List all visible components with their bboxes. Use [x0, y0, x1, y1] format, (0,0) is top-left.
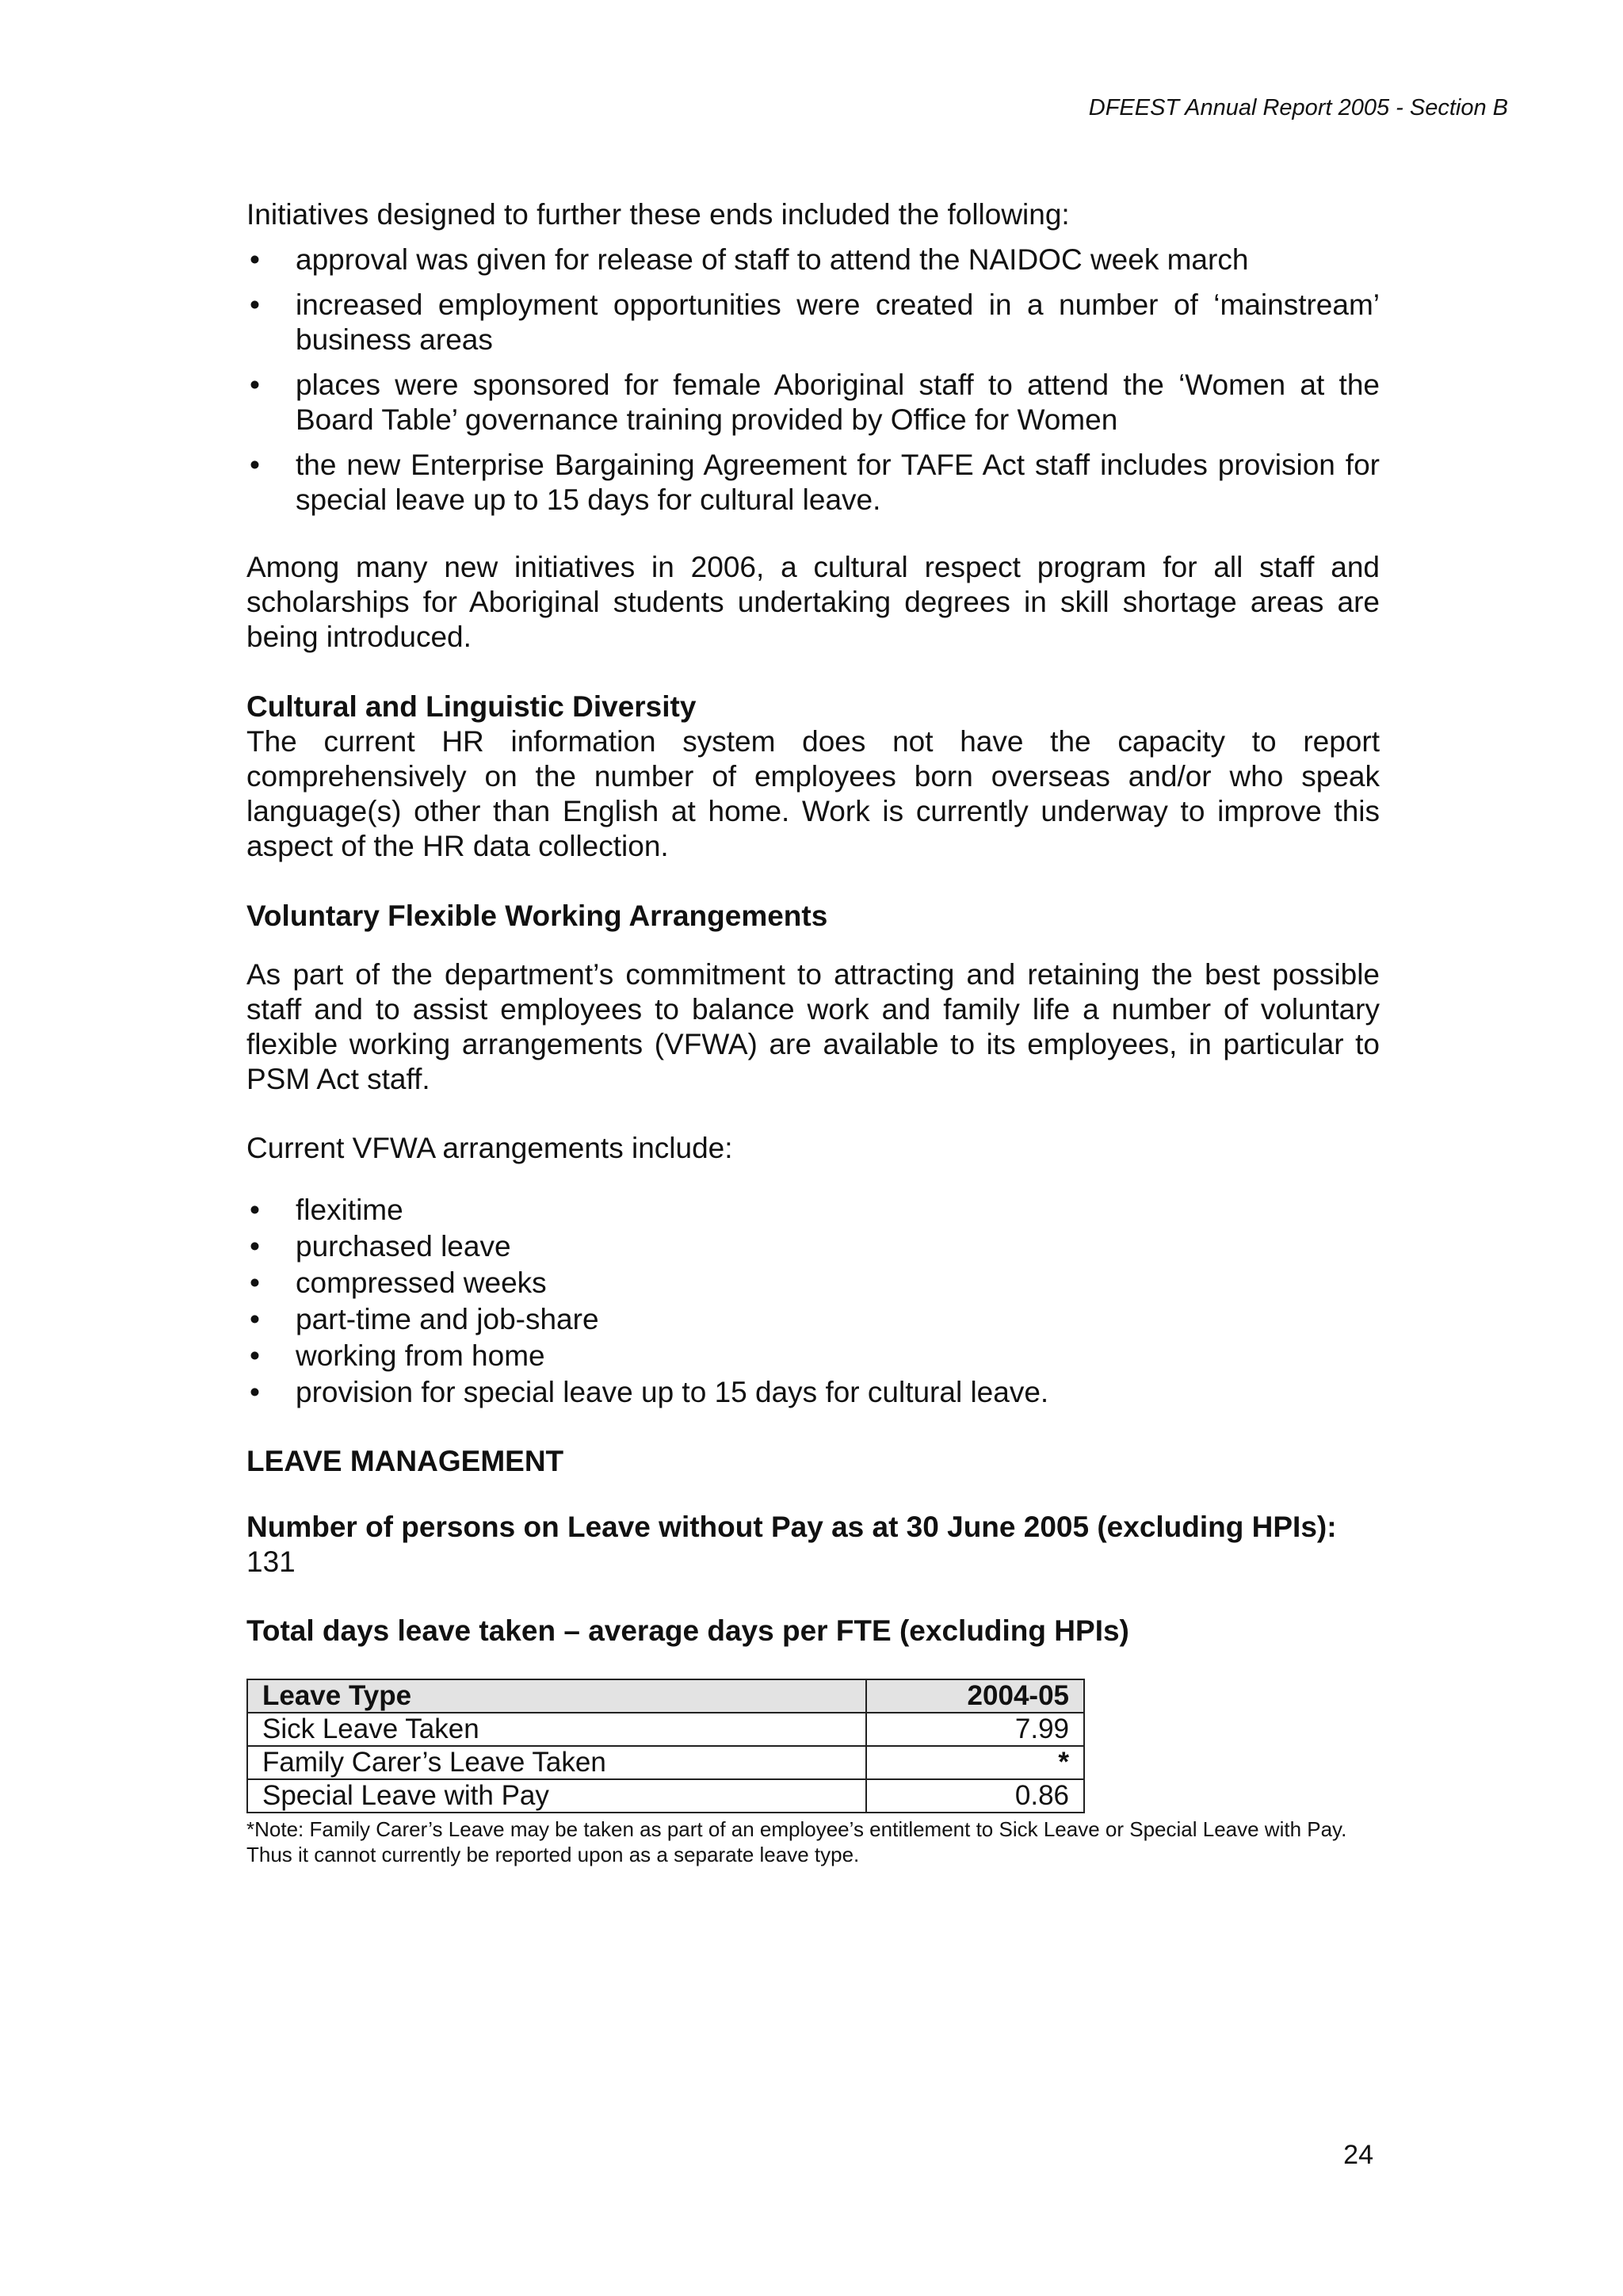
list-item: • places were sponsored for female Aboriginal staff to attend the ‘Women at the Board Table’ governance training provided by Office for Women — [246, 368, 1380, 437]
list-item: • purchased leave — [246, 1229, 1380, 1264]
column-header-leave-type: Leave Type — [247, 1679, 866, 1713]
leave-table — [246, 1679, 1085, 1813]
leave-type-cell: Family Carer’s Leave Taken — [247, 1746, 866, 1779]
page-number: 24 — [1343, 2140, 1373, 2170]
list-item: • provision for special leave up to 15 days for cultural leave. — [246, 1375, 1380, 1410]
list-item: • the new Enterprise Bargaining Agreement for TAFE Act staff includes provision for special leave up to 15 days for cultural leave. — [246, 448, 1380, 518]
section-heading-leave: LEAVE MANAGEMENT — [246, 1445, 564, 1477]
cald-paragraph: The current HR information system does not have the capacity to report comprehensively on the number of employees born overseas and/or who speak language(s) other than English at home. Work is currently underway to improve this aspect of the HR data collection. — [246, 725, 1380, 862]
leave-value-cell: 0.86 — [866, 1779, 1084, 1813]
lwop-heading: Number of persons on Leave without Pay as at 30 June 2005 (excluding HPIs): — [246, 1511, 1337, 1543]
list-item: • working from home — [246, 1339, 1380, 1373]
intro-lead: Initiatives designed to further these ends included the following: — [246, 198, 1070, 231]
list-item: • compressed weeks — [246, 1266, 1380, 1301]
running-header: DFEEST Annual Report 2005 - Section B — [1088, 95, 1508, 120]
leave-type-cell: Special Leave with Pay — [247, 1779, 866, 1813]
table-row — [247, 1713, 1084, 1746]
section-heading-vfwa: Voluntary Flexible Working Arrangements — [246, 900, 828, 932]
leave-type-cell: Sick Leave Taken — [247, 1713, 866, 1746]
lwop-value: 131 — [246, 1545, 296, 1578]
vfwa-list-intro: Current VFWA arrangements include: — [246, 1132, 733, 1164]
table-header-row — [247, 1679, 1084, 1713]
vfwa-paragraph: As part of the department’s commitment to attracting and retaining the best possible staff and to assist employees to balance work and family life a number of voluntary flexible working arrangements (VFWA) are available to its employees, in particular to PSM Act staff. — [246, 958, 1380, 1095]
leave-table-container — [246, 1679, 1380, 1867]
list-item: • increased employment opportunities were created in a number of ‘mainstream’ business areas — [246, 288, 1380, 357]
table-row — [247, 1746, 1084, 1779]
section-heading-cald: Cultural and Linguistic Diversity — [246, 690, 697, 723]
leave-value-cell: * — [866, 1746, 1084, 1779]
initiatives-list — [246, 232, 1380, 518]
column-header-year: 2004-05 — [866, 1679, 1084, 1713]
initiatives-closing-paragraph: Among many new initiatives in 2006, a cultural respect program for all staff and scholarships for Aboriginal students undertaking degrees in skill shortage areas are being introduced. — [246, 551, 1380, 653]
table-footnote: *Note: Family Carer’s Leave may be taken as part of an employee’s entitlement to Sick Leave or Special Leave with Pay. Thus it cannot currently be reported upon as a separate leave type. — [246, 1817, 1347, 1866]
table-row — [247, 1779, 1084, 1813]
leave-table-heading: Total days leave taken – average days per FTE (excluding HPIs) — [246, 1614, 1129, 1647]
list-item: • flexitime — [246, 1193, 1380, 1228]
list-item: • approval was given for release of staff to attend the NAIDOC week march — [246, 243, 1380, 277]
vfwa-list — [246, 1191, 1380, 1410]
list-item: • part-time and job-share — [246, 1302, 1380, 1337]
leave-value-cell: 7.99 — [866, 1713, 1084, 1746]
